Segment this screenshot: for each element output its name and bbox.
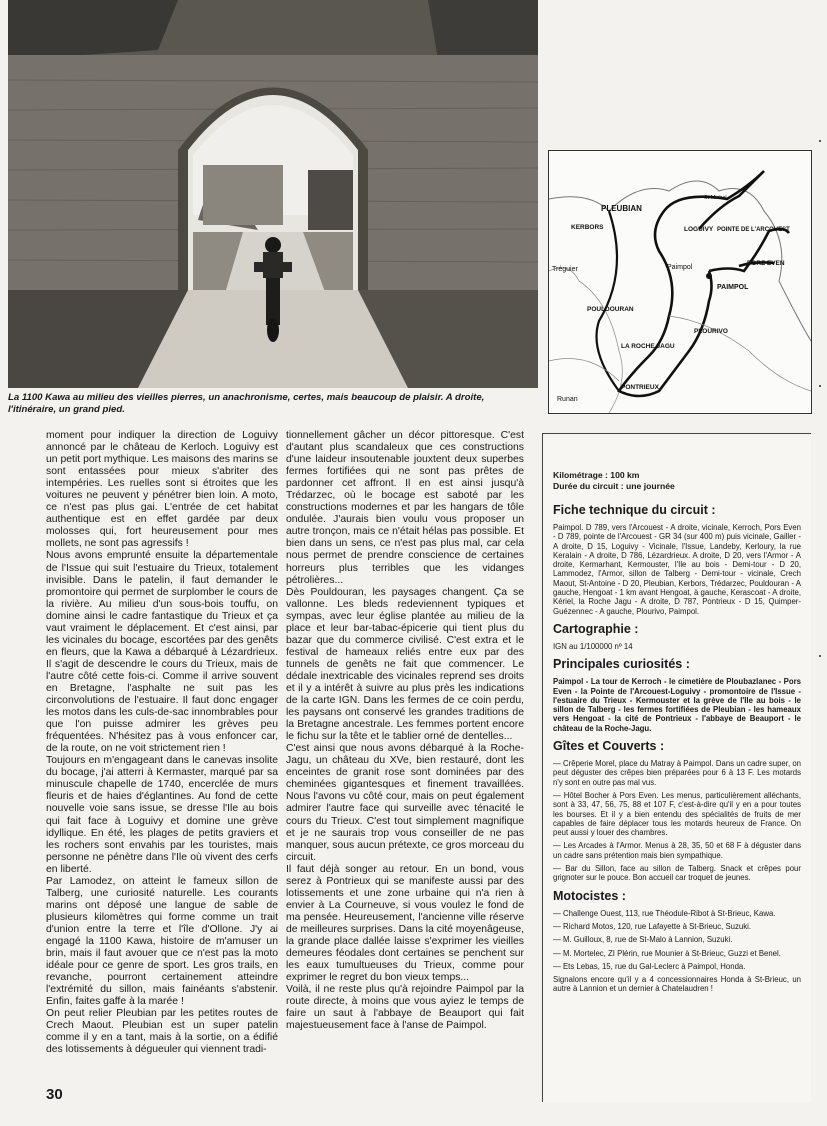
cartographie-title: Cartographie : [553,621,639,636]
article-paragraph: tionnellement gâcher un décor pittoresque. C'est d'autant plus scandaleux que ces constructions d'une laideur insoutenable jouxtent deux superbes fermes fortifiées qui ne sont pas prêtes de pardonner cet affront. Il en est ainsi jusqu'à Trédarzec, où le bocage est saboté par les constructions modernes et par les hangars de tôle ondulée. J'aurais bien voulu vous proposer un autre tronçon, mais ce n'était hélas pas possible. Et bien dans un sens, ce n'est pas plus mal, car cela nous permet de prendre conscience de certaines horreurs plus terribles que les vidanges pétrolières... [286,430,524,586]
motociste-item: — Ets Lebas, 15, rue du Gal-Leclerc à Paimpol, Honda. [553,961,746,971]
curiosites-text: Paimpol - La tour de Kerroch - le cimetière de Ploubazlanec - Pors Even - la Pointe de l'Arcouest-Loguivy - promontoire de l'Issue - l'estuaire du Trieux - Kermouster et la grève de l'Ile au bois - le sillon de Talberg - les fermes fortifiées de Pleubian - les hameaux vers Hengoat - la cité de Pontrieux - l'abbaye de Beauport - le château de la Roche-Jagu. [553,677,801,733]
article-paragraph: Toujours en m'engageant dans le canevas insolite du bocage, j'ai atterri à Kermaster, marqué par sa minuscule chapelle de 1740, encerclée de murs fleuris et de haies d'églantines. Au fond de cette nouvelle voie sans issue, se dresse l'Ile au bois qui fait face à Loguivy et domine une grève idyllique. En été, les plages de petits graviers et les rochers sont envahis par les touristes, mais personne ne pénètre dans l'Ile où vivent des cerfs en liberté. [46,755,278,875]
map-label-pleubian: PLEUBIAN [601,204,642,213]
article-column-1 [46,430,278,1056]
map-label-st-michel: St Michel [704,195,727,201]
route-map [548,150,812,414]
gite-item: — Bar du Sillon, face au sillon de Talberg. Snack et crêpes pour grignoter sur le pouce. Bon accueil car troquet de jeunes. [553,864,801,883]
article-paragraph: Dès Pouldouran, les paysages changent. Ça se vallonne. Les bleds redeviennent typiques et sympas, avec leur église plantée au milieu de la place et leur bar-tabac-épicerie qui tient plus du bazar que du commerce civilisé. C'est extra et le festival de hameaux reliés entre eux par des tunnels de genêts ne fait que commencer. Le dédale inextricable des vicinales reprend ses droits et il y a intérêt à suivre au plus près les indications de la carte IGN. Dans les fermes de ce coin perdu, les paysans ont conservé les grandes traditions de la Bretagne ancestrale. Les femmes portent encore le fichu sur la tête et le tablier orné de dentelles... [286,586,524,743]
photo-caption: La 1100 Kawa au milieu des vieilles pierres, un anachronisme, certes, mais beaucoup de plaisir. A droite, l'itinéraire, un grand pied. [8,392,485,415]
circuit-meta [553,470,801,491]
article-paragraph: Il faut déjà songer au retour. En un bond, vous serez à Pontrieux qui se manifeste aussi par des lotissements et une zone urbaine qui n'a rien à envier à La Courneuve, si vous voulez le fond de ma pensée. Heureusement, l'ancienne ville réserve de meilleures surprises. Dans la cité moyenâgeuse, la grande place dallée laisse s'exprimer les vieilles demeures féodales dont certaines se penchent sur les eaux tumultueuses du Trieux, comme pour exprimer le regret du bon vieux temps... [286,863,524,984]
article-paragraph: Nous avons emprunté ensuite la départementale de l'Issue qui suit l'estuaire du Trieux, totalement invisible. Dans le patelin, il faut demander le promontoire qui permet de surplomber le cours de la rivière. Au milieu d'un sous-bois touffu, on domine ainsi le cadre fantastique du Trieux et ça vaut vraiment le déplacement. Et c'est ainsi, par les vicinales du bocage, escortées par des genêts en fleurs, que la Kawa a débarqué à Lézardrieux. Il s'agit de descendre le cours du Trieux, mais de l'autre côté cette fois-ci. Comme il arrive souvent en Bretagne, l'asphalte ne suit pas les circonvolutions de l'estuaire. Il faut donc engager les motos dans les culs-de-sac innombrables pour que l'on puisse admirer les grèves peu fréquentées. N'hésitez pas à vous enfoncer car, de la route, on ne voit strictement rien ! [46,550,278,755]
map-label-roche-jagu: LA ROCHE JAGU [621,343,675,350]
map-label-pontrieux: PONTRIEUX [621,384,659,391]
photo-stone-arch [8,0,538,388]
map-label-pouldouran: POULDOURAN [587,306,634,313]
article-paragraph: Voilà, il ne reste plus qu'à rejoindre Paimpol par la route directe, à moins que vous ayiez le temps de faire un saut à l'abbaye de Beauport qui fait majestueusement face à l'anse de Paimpol. [286,984,524,1032]
map-label-paimpol: PAIMPOL [717,284,749,291]
map-label-plourivo: PLOURIVO [694,328,728,335]
map-label-paimpol-small: Paimpol [667,264,693,271]
sidebar-info-box [542,433,811,1102]
map-label-kerbors: KERBORS [571,224,604,231]
cartographie-text: IGN au 1/100000 nº 14 [553,641,633,651]
map-label-runan: Runan [557,396,578,403]
gite-item: — Crêperie Morel, place du Matray à Paimpol. Dans un cadre super, on peut déguster des crêpes bien préparées pour 6 à 13 F. Les motards n'y sont en outre pas mal vus. [553,759,801,787]
map-label-arcouest: POINTE DE L'ARCOUEST [717,227,790,233]
motociste-item: — M. Guilloux, 8, rue de St-Malo à Lannion, Suzuki. [553,935,733,945]
map-label-treguier: Tréguier [552,266,578,273]
page-number: 30 [46,1086,63,1103]
motociste-item: — Richard Motos, 120, rue Lafayette à St-Brieuc, Suzuki. [553,921,752,931]
fiche-text: Paimpol. D 789, vers l'Arcouest - A droite, vicinale, Kerroch, Pors Even - D 789, pointe de l'Arcouest - GR 34 (sur 400 m) puis vicinale, Gailler - A droite, D 15, Loguivy - Vicinale, l'Issue, Landeby, Kerloury, la rue Keralain - A droite, D 786, Lézardrieux. A droite, D 20, vers l'Armor - A droite, Kermarhant, Kermouster, l'Ile au bois - Demi-tour - D 20, Lammodez, l'Armor, sillon de Talberg - Demi-tour - vicinale, Crech Maout, St-Antoine - D 20, Pleubian, Kerbors, Trédarzec, Pouldouran - A gauche, Hengoat - 1 km avant Hengoat, à gauche, Kerascoat - A droite, Kériel, la Roche Jagu - A droite, D 787, Pontrieux - D 15, Quimper-Guézennec - A gauche, Plourivo, Paimpol. [553,523,801,616]
motociste-item: — M. Mortelec, ZI Plérin, rue Mounier à St-Brieuc, Guzzi et Benel. [553,948,781,958]
article-paragraph: moment pour indiquer la direction de Loguivy annoncé par le château de Kerloch. Loguivy est un petit port mythique. Les maisons des marins se sont entassées pour mieux s'abriter des intempéries. Les ruelles sont si étroites que les voitures ne peuvent y pénétrer bien loin. A moto, ce n'est pas plus gai. L'entrée de cet habitat authentique est en effet gardée par deux molosses qui, fort heureusement pour mes mollets, ne sont pas agressifs ! [46,430,278,550]
duree: Durée du circuit : une journée [553,480,675,491]
motocistes-title: Motocistes : [553,888,626,903]
map-label-loguivy: LOGUIVY [684,226,714,233]
gite-item: — Hôtel Bocher à Pors Even. Les menus, particulièrement alléchants, sont à 33, 47, 56, 75, 88 et 107 F, c'est-à-dire qu'il y en a pour toutes les bourses. Et il y a bien entendu des spécialités de fruits de mer capables de faire déplacer tous les motards heureux de France. On peut aussi y louer des chambres. [553,790,801,838]
motociste-item: Signalons encore qu'il y a 4 concessionnaires Honda à St-Brieuc, un autre à Lannion et un dernier à Chatelaudren ! [553,975,801,994]
article-paragraph: On peut relier Pleubian par les petites routes de Crech Maout. Pleubian est un super patelin comme il y en a tant, mais à la sortie, on a édifié des lotissements à dégueuler qui viennent tradi- [46,1008,278,1056]
motociste-item: — Challenge Ouest, 113, rue Théodule-Ribot à St-Brieuc, Kawa. [553,908,776,918]
article-paragraph: C'est ainsi que nous avons débarqué à la Roche-Jagu, un château du XVe, bien restauré, dont les enceintes de granit rose sont dominées par des cheminées gigantesques et finement travaillées. Nous l'avons vu côté cour, mais on peut également admirer l'autre face qui surveille avec ténacité le cours du Trieux. C'est tout simplement magnifique et je ne saurais trop vous conseiller de ne pas manquer, sous aucun prétexte, ce gros morceau du circuit. [286,743,524,863]
map-label-porz-even: PORZ EVEN [747,260,785,267]
kilometrage: Kilométrage : 100 km [553,470,640,480]
gites-title: Gîtes et Couverts : [553,739,665,754]
article-column-2 [286,430,524,1032]
gite-item: — Les Arcades à l'Armor. Menus à 28, 35, 50 et 68 F à déguster dans un cadre sans prétention mais bien sympathique. [553,841,801,860]
curiosites-title: Principales curiosités : [553,657,690,672]
article-paragraph: Par Lamodez, on atteint le fameux sillon de Talberg, une curiosité naturelle. Les courants marins ont déposé une langue de sable de plusieurs kilomètres qui forme comme un trait d'union entre la terre et l'île d'Ollone. J'y ai engagé la 1100 Kawa, histoire de m'amuser un brin, mais il faut avouer que ce n'est pas la moto idéale pour ce genre de sport. Les gros trails, en revanche, pourront certainement atteindre l'extrémité du sillon, mais fainéants s'abstenir. Enfin, faites gaffe à la marée ! [46,875,278,1008]
fiche-title: Fiche technique du circuit : [553,503,716,517]
